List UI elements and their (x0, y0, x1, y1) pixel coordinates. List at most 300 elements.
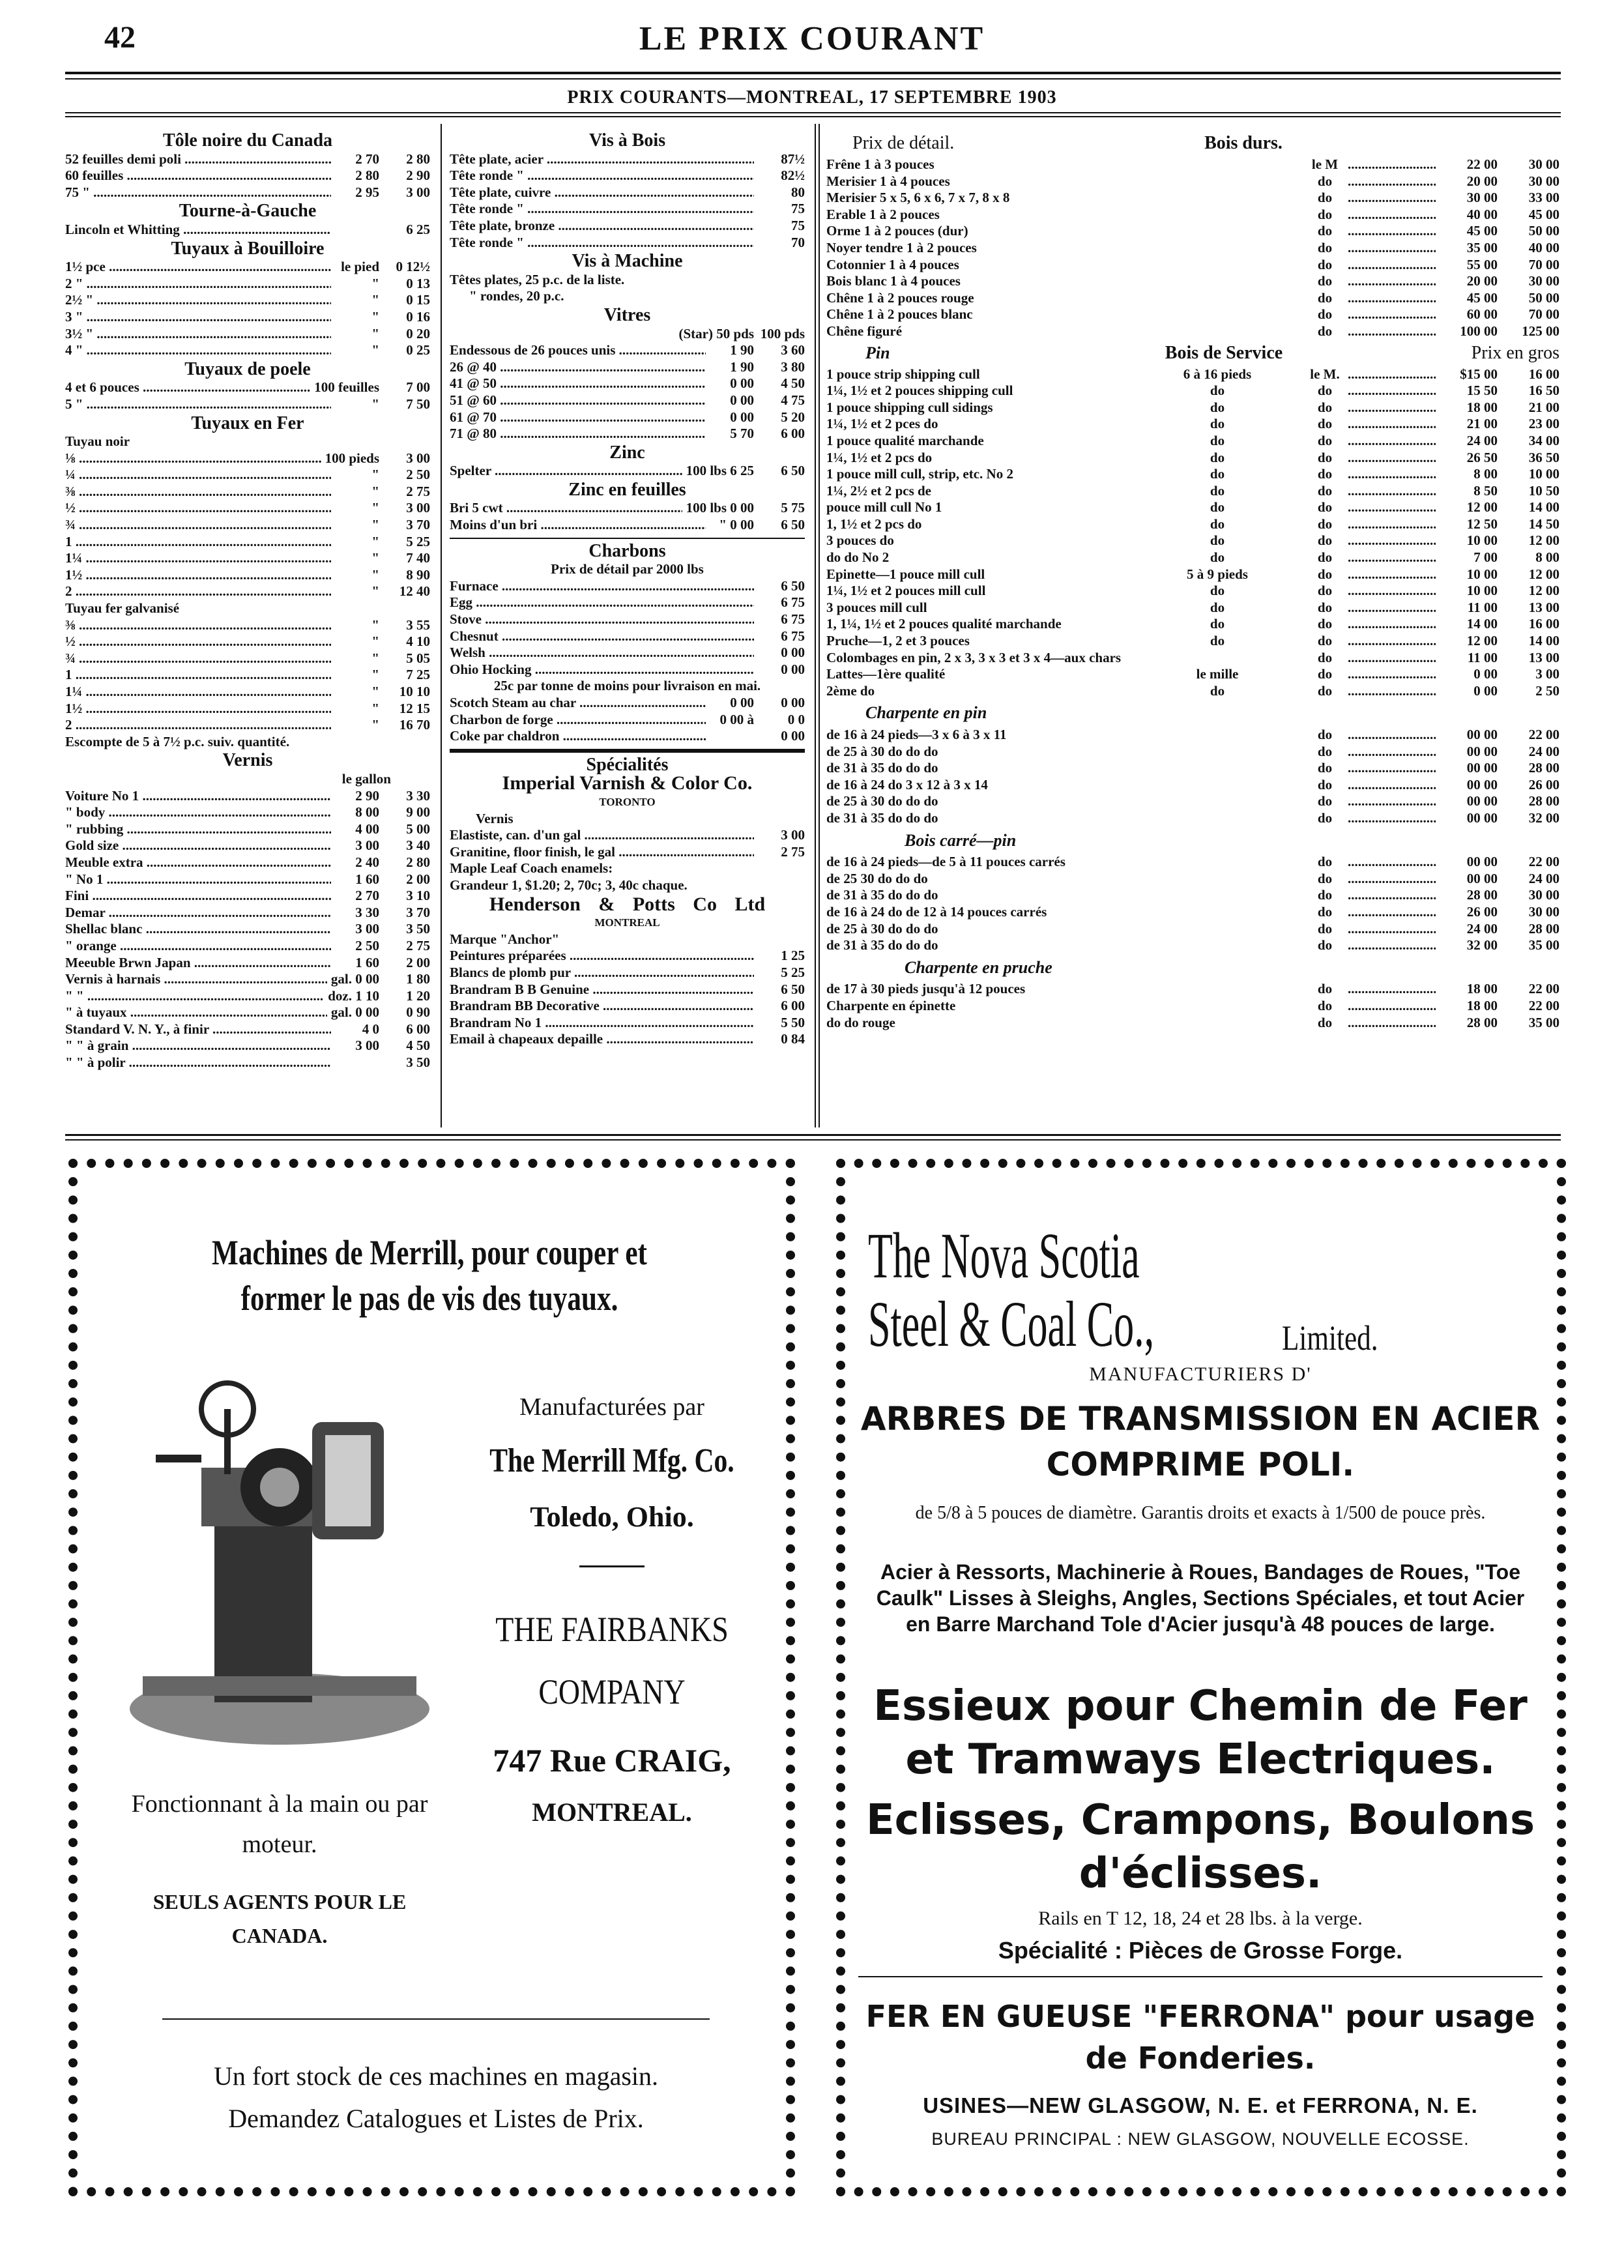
lumber-row (826, 566, 1559, 583)
section-subtitle: Vernis (476, 810, 514, 826)
price-label: Charbon de forge ..... (450, 712, 706, 729)
lumber-unit: do (1317, 566, 1333, 582)
price-value-2: 7 00 (406, 379, 430, 396)
lumber-unit: do (1317, 1014, 1333, 1030)
price-label: Egg ..... (450, 594, 754, 611)
price-label: ¾ ..... (65, 650, 331, 667)
lumber-unit: do (1317, 549, 1333, 566)
lumber-row (826, 904, 1559, 921)
price-row (65, 222, 430, 239)
zincf-list (450, 500, 805, 533)
header-rule-bottom2 (65, 116, 1561, 117)
price-label: Spelter ..... (450, 463, 682, 480)
lumber-label: de 16 à 24 do de 12 à 14 pouces carrés (826, 903, 1047, 920)
lumber-row (826, 383, 1559, 400)
price-label: Tête ronde " ..... (450, 235, 754, 252)
lumber-price-1: 24 00 (1466, 920, 1498, 937)
imperial-list (450, 827, 805, 860)
lumber-unit: do (1317, 997, 1333, 1013)
price-label: ⅜ ..... (65, 484, 331, 501)
section-rule2 (65, 1139, 1561, 1141)
price-row (65, 342, 430, 359)
section-title: Tôle noire du Canada (162, 130, 333, 151)
lumber-price-1: 00 00 (1466, 727, 1498, 742)
lumber-unit: do (1317, 793, 1333, 809)
dot-leader (1348, 306, 1436, 323)
dot-leader (1348, 499, 1436, 516)
price-value-2: 6 00 (781, 426, 805, 442)
lumber-label: Merisier 5 x 5, 6 x 6, 7 x 7, 8 x 8 (826, 190, 1010, 206)
price-value-1: 1 90 (730, 342, 754, 358)
price-row (450, 392, 805, 409)
catalogues-note: Demandez Catalogues et Listes de Prix. (228, 2104, 644, 2133)
divider (450, 538, 805, 539)
header-rule-top2 (65, 78, 1561, 80)
bureau-line: BUREAU PRINCIPAL : NEW GLASGOW, NOUVELLE ECOSSE. (931, 2129, 1470, 2149)
lumber-price-1: 26 50 (1466, 449, 1498, 465)
lumber-price-2: 70 00 (1528, 256, 1559, 272)
price-value-2: 2 75 (406, 483, 430, 499)
price-row (65, 871, 430, 888)
price-label: 75 " ..... (65, 184, 331, 201)
lumber-price-2: 35 00 (1528, 1014, 1559, 1030)
section-title: Vitres (603, 304, 651, 325)
lumber-price-2: 10 50 (1528, 482, 1559, 499)
price-value-2: 3 80 (781, 358, 805, 375)
lumber-label: Noyer tendre 1 à 2 pouces (826, 239, 977, 255)
price-value-2: 3 00 (406, 184, 430, 200)
dot-leader (1348, 1015, 1436, 1032)
price-value-2: 10 10 (399, 684, 430, 699)
lumber-length (1133, 760, 1302, 777)
price-value-2: 4 10 (406, 633, 430, 650)
price-value-1: " (371, 396, 379, 412)
lumber-row (826, 666, 1559, 683)
lumber-unit: do (1317, 499, 1333, 516)
lumber-row (826, 190, 1559, 207)
section-title: Zinc (609, 442, 645, 463)
lumber-row (826, 323, 1559, 340)
price-column-2 (450, 130, 805, 1048)
lumber-label: de 16 à 24 do 3 x 12 à 3 x 14 (826, 776, 988, 792)
price-value-1: 2 70 (355, 888, 379, 904)
lumber-label: 2ème do (826, 682, 875, 699)
dot-leader (1348, 323, 1436, 340)
section-title: Bois durs. (1204, 133, 1283, 154)
price-value: 6 75 (781, 628, 805, 644)
lumber-length (1133, 156, 1302, 173)
lumber-length (1133, 650, 1302, 667)
lumber-price-2: 13 00 (1528, 649, 1559, 665)
price-row (450, 218, 805, 235)
lumber-price-1: 18 00 (1466, 399, 1498, 415)
price-row (65, 484, 430, 501)
lumber-length (1133, 240, 1302, 257)
price-row (65, 326, 430, 343)
lumber-price-2: 30 00 (1528, 903, 1559, 920)
stock-note: Un fort stock de ces machines en magasin. (213, 2061, 658, 2091)
lumber-unit: do (1317, 432, 1333, 448)
eclisses-heading: Eclisses, Crampons, Boulons d'éclisses. (865, 1796, 1535, 1898)
company-name: Henderson & Potts Co Ltd (489, 893, 766, 915)
dot-leader (1348, 173, 1436, 190)
price-value-2: 2 80 (406, 854, 430, 870)
lumber-unit: do (1317, 903, 1333, 920)
price-column-1 (65, 130, 430, 1071)
lumber-length (1133, 998, 1302, 1015)
lumber-price-2: 32 00 (1528, 809, 1559, 826)
lumber-unit: do (1317, 981, 1333, 997)
price-value-1: 5 70 (730, 426, 754, 442)
lumber-unit: do (1317, 920, 1333, 937)
column-divider-1 (441, 124, 442, 1127)
lumber-price-1: 10 00 (1466, 583, 1498, 599)
price-row (65, 938, 430, 955)
price-value-2: 3 70 (406, 904, 430, 920)
price-row (65, 1038, 430, 1054)
price-value-2: 2 80 (406, 151, 430, 167)
price-row (65, 788, 430, 805)
price-label: 2 ..... (65, 583, 331, 600)
price-value-1: " (371, 717, 379, 733)
price-value-2: 0 0 (787, 711, 805, 727)
price-label: Furnace ..... (450, 578, 754, 595)
price-label: Meeuble Brwn Japan ..... (65, 955, 331, 972)
dot-leader (1348, 854, 1436, 871)
dot-leader (1348, 516, 1436, 533)
price-value-1: " (371, 533, 379, 549)
price-value-1 (331, 222, 379, 239)
lumber-length (1133, 223, 1302, 240)
price-label: " rubbing ..... (65, 821, 331, 838)
lumber-price-1: 8 50 (1473, 482, 1498, 499)
price-label: Tête plate, bronze ..... (450, 218, 754, 235)
price-row (450, 998, 805, 1015)
lumber-length: do (1210, 599, 1225, 615)
price-value-2: 6 50 (781, 517, 805, 533)
service-list (826, 366, 1559, 700)
agent-address: 747 Rue CRAIG, (493, 1742, 731, 1779)
price-value-2: 3 00 (406, 500, 430, 516)
lumber-row (826, 532, 1559, 549)
lumber-price-2: 24 00 (1528, 870, 1559, 886)
dot-leader (1348, 273, 1436, 290)
price-row (65, 567, 430, 584)
lumber-price-1: 24 00 (1466, 432, 1498, 448)
ad-nova-scotia (836, 1159, 1566, 2196)
lumber-row (826, 650, 1559, 667)
price-label: Fini ..... (65, 888, 331, 905)
lumber-unit: do (1317, 289, 1333, 306)
dot-leader (1348, 666, 1436, 683)
price-label: 1¼ ..... (65, 550, 331, 567)
price-value-1: " (371, 583, 379, 600)
price-row (450, 948, 805, 965)
price-row (450, 409, 805, 426)
lumber-unit: le M (1311, 156, 1339, 172)
lumber-unit: do (1317, 173, 1333, 189)
price-value-2: 6 25 (406, 221, 430, 237)
lumber-price-1: 00 00 (1466, 743, 1498, 759)
lumber-label: 1, 1¼, 1½ et 2 pouces qualité marchande (826, 616, 1062, 632)
lumber-price-2: 28 00 (1528, 920, 1559, 937)
lumber-price-1: 12 50 (1466, 516, 1498, 532)
price-column-3 (826, 130, 1559, 1031)
lumber-label: do do rouge (826, 1014, 895, 1030)
lumber-length: le mille (1196, 666, 1239, 682)
maple-line: Maple Leaf Coach enamels: (450, 860, 613, 877)
price-row (65, 450, 430, 467)
lumber-price-2: 14 00 (1528, 499, 1559, 516)
price-row (450, 517, 805, 534)
price-label: Lincoln et Whitting ..... (65, 222, 331, 239)
lumber-length (1133, 887, 1302, 904)
price-value: 0 84 (781, 1031, 805, 1047)
lumber-unit: do (1317, 223, 1333, 239)
price-value-2: 4 50 (781, 375, 805, 392)
dot-leader (1348, 683, 1436, 700)
dot-leader (1348, 223, 1436, 240)
lumber-unit: do (1317, 937, 1333, 953)
price-value: 2 75 (781, 843, 805, 860)
price-label: 1¼ ..... (65, 684, 331, 701)
lumber-price-2: 12 00 (1528, 566, 1559, 582)
lumber-label: 1¼, 1½ et 2 pces do (826, 416, 938, 432)
agent-name: THE FAIRBANKS COMPANY (495, 1610, 729, 1711)
lumber-unit: do (1317, 416, 1333, 432)
lumber-price-2: 50 00 (1528, 289, 1559, 306)
section-title: Bois carré—pin (905, 830, 1017, 850)
section-subtitle: Prix de détail par 2000 lbs (551, 561, 704, 577)
price-row (450, 662, 805, 678)
lumber-price-2: 28 00 (1528, 760, 1559, 776)
price-label: " " à grain ..... (65, 1038, 331, 1054)
ad-rule (858, 1976, 1543, 1977)
ad-rule (162, 2018, 710, 2020)
lumber-price-2: 8 00 (1535, 549, 1559, 566)
price-row (450, 695, 805, 712)
price-row (65, 583, 430, 600)
price-row (450, 981, 805, 998)
lumber-price-2: 22 00 (1528, 981, 1559, 997)
price-value-1: " (371, 566, 379, 583)
lumber-label: 1¼, 1½ et 2 pouces shipping cull (826, 383, 1013, 399)
price-label: 51 @ 60 ..... (450, 392, 706, 409)
ad-merrill (68, 1159, 795, 2196)
price-value-1: 3 00 (355, 1038, 379, 1054)
price-label: 4 et 6 pouces ..... (65, 379, 310, 396)
ferrona-heading: FER EN GUEUSE "FERRONA" pour usage de Fonderies. (865, 1999, 1535, 2076)
price-value: 6 00 (781, 998, 805, 1014)
price-label: ¾ ..... (65, 517, 331, 534)
durs-header (826, 130, 1559, 156)
price-value-2: 12 40 (399, 583, 430, 600)
section-title: Charbons (588, 540, 666, 561)
lumber-price-2: 16 00 (1528, 366, 1559, 382)
lumber-price-1: 00 00 (1466, 776, 1498, 792)
price-label: Brandram No 1 ..... (450, 1015, 754, 1032)
price-value-2: 12 15 (399, 700, 430, 716)
section-title: Tourne-à-Gauche (179, 201, 317, 222)
price-row (65, 167, 430, 184)
price-value: 87½ (781, 151, 805, 167)
lumber-price-2: 22 00 (1528, 997, 1559, 1013)
price-value-2: 5 20 (781, 409, 805, 425)
price-value-2: 9 00 (406, 804, 430, 821)
lumber-price-1: 18 00 (1466, 997, 1498, 1013)
lumber-price-2: 33 00 (1528, 190, 1559, 206)
price-value-2: 0 20 (406, 325, 430, 342)
lumber-row (826, 306, 1559, 323)
price-label: 26 @ 40 ..... (450, 359, 706, 376)
dot-leader (1348, 400, 1436, 416)
price-label: Gold size ..... (65, 837, 331, 854)
lumber-length: do (1210, 583, 1225, 599)
price-label: 2 ..... (65, 717, 331, 734)
price-value-1: 1 60 (355, 871, 379, 887)
price-label: 5 " ..... (65, 396, 331, 413)
section-rule (65, 1134, 1561, 1136)
price-row (65, 292, 430, 309)
price-row (65, 650, 430, 667)
price-value-1: 0 00 (730, 409, 754, 425)
price-label: 3½ " ..... (65, 326, 331, 343)
price-value-1: " (371, 517, 379, 533)
lumber-length: do (1210, 399, 1225, 415)
price-value-2: 8 90 (406, 566, 430, 583)
lumber-price-1: 00 00 (1466, 760, 1498, 776)
price-value-1: " (371, 667, 379, 683)
price-row (65, 821, 430, 838)
price-value-1: 4 0 (362, 1021, 379, 1037)
price-row (65, 1004, 430, 1021)
lumber-row (826, 998, 1559, 1015)
price-value-1: " (371, 275, 379, 291)
lumber-row (826, 600, 1559, 617)
lumber-price-1: 18 00 (1466, 981, 1498, 997)
tole-list (65, 151, 430, 201)
price-value-2: 3 60 (781, 342, 805, 358)
section-title: Tuyaux à Bouilloire (171, 238, 325, 259)
price-value-2: 0 00 (781, 728, 805, 744)
lumber-label: de 31 à 35 do do do (826, 809, 938, 826)
company-name-line2: Steel & Coal Co., (868, 1288, 1155, 1360)
vitres-list (450, 342, 805, 443)
dot-leader (1348, 921, 1436, 938)
bouilloire-list (65, 259, 430, 359)
lumber-length: 6 à 16 pieds (1183, 366, 1252, 382)
lumber-label: Frêne 1 à 3 pouces (826, 156, 935, 172)
zinc-list (450, 463, 805, 480)
diameter-note: de 5/8 à 5 pouces de diamètre. Garantis droits et exacts à 1/500 de pouce près. (915, 1503, 1486, 1523)
lumber-length: do (1210, 682, 1225, 699)
section-title: Vis à Bois (588, 130, 666, 151)
lumber-unit: do (1317, 616, 1333, 632)
price-value-1: 1 60 (355, 954, 379, 970)
price-value-2: 5 25 (406, 533, 430, 549)
price-value-1: 2 95 (355, 184, 379, 200)
lumber-unit: do (1317, 887, 1333, 903)
price-row (450, 167, 805, 184)
manufactured-by: Manufacturées par (519, 1393, 704, 1421)
price-row (65, 684, 430, 701)
wholesale-label: Prix en gros (1471, 342, 1559, 363)
price-value-1: 0 00 à (719, 711, 754, 727)
section-title: Vis à Machine (572, 251, 683, 272)
lumber-price-2: 36 50 (1528, 449, 1559, 465)
pruche-list (826, 981, 1559, 1031)
lumber-row (826, 854, 1559, 871)
price-value-2: 3 50 (406, 1054, 430, 1071)
specialite-line: Spécialité : Pièces de Grosse Forge. (998, 1937, 1403, 1964)
lumber-price-1: 11 00 (1467, 649, 1498, 665)
lumber-unit: do (1317, 399, 1333, 415)
price-row (450, 628, 805, 645)
lumber-label: de 31 à 35 do do do (826, 760, 938, 776)
lumber-row (826, 156, 1559, 173)
dot-leader (1348, 450, 1436, 467)
lumber-row (826, 549, 1559, 566)
header-rule-top (65, 72, 1561, 74)
lumber-unit: do (1317, 854, 1333, 870)
lumber-price-1: 10 00 (1466, 532, 1498, 549)
price-row (65, 259, 430, 276)
lumber-row (826, 777, 1559, 794)
lumber-price-1: 28 00 (1466, 887, 1498, 903)
dot-leader (1348, 483, 1436, 500)
dot-leader (1348, 290, 1436, 307)
lumber-unit: le M. (1310, 366, 1340, 382)
price-value-1: " (371, 292, 379, 308)
lumber-price-2: 3 00 (1535, 666, 1559, 682)
price-value: 3 00 (781, 827, 805, 843)
price-row (65, 837, 430, 854)
price-label: 3 " ..... (65, 309, 331, 326)
section-title: Tuyaux de poele (184, 358, 311, 379)
price-row (65, 854, 430, 871)
lumber-row (826, 887, 1559, 904)
price-value-2: 2 90 (406, 167, 430, 184)
price-value-1: 100 feuilles (314, 379, 379, 396)
lumber-row (826, 290, 1559, 307)
section-title: Charpente en pruche (905, 957, 1052, 977)
lumber-label: de 16 à 24 pieds—de 5 à 11 pouces carrés (826, 854, 1066, 870)
dot-leader (1348, 887, 1436, 904)
price-row (450, 151, 805, 168)
lumber-price-2: 28 00 (1528, 793, 1559, 809)
lumber-price-1: 11 00 (1467, 599, 1498, 615)
dot-leader (1348, 760, 1436, 777)
retail-label: Prix de détail. (852, 133, 955, 154)
price-row (65, 500, 430, 517)
lumber-label: 1, 1½ et 2 pcs do (826, 516, 922, 532)
lumber-label: de 31 à 35 do do do (826, 887, 938, 903)
price-row (65, 309, 430, 326)
price-label: Demar ..... (65, 905, 331, 922)
lumber-price-1: 8 00 (1473, 466, 1498, 482)
price-label: Granitine, floor finish, le gal ..... (450, 844, 754, 861)
price-label: Bri 5 cwt ..... (450, 500, 682, 517)
price-label: Coke par chaldron ..... (450, 728, 706, 745)
lumber-price-1: 00 00 (1466, 793, 1498, 809)
price-value-2: 5 75 (781, 500, 805, 516)
price-value-2: 3 40 (406, 837, 430, 854)
price-label: " body ..... (65, 804, 331, 821)
price-label: Standard V. N. Y., à finir ..... (65, 1021, 331, 1038)
lumber-row (826, 273, 1559, 290)
price-label: 41 @ 50 ..... (450, 375, 706, 392)
lumber-price-2: 70 00 (1528, 306, 1559, 323)
